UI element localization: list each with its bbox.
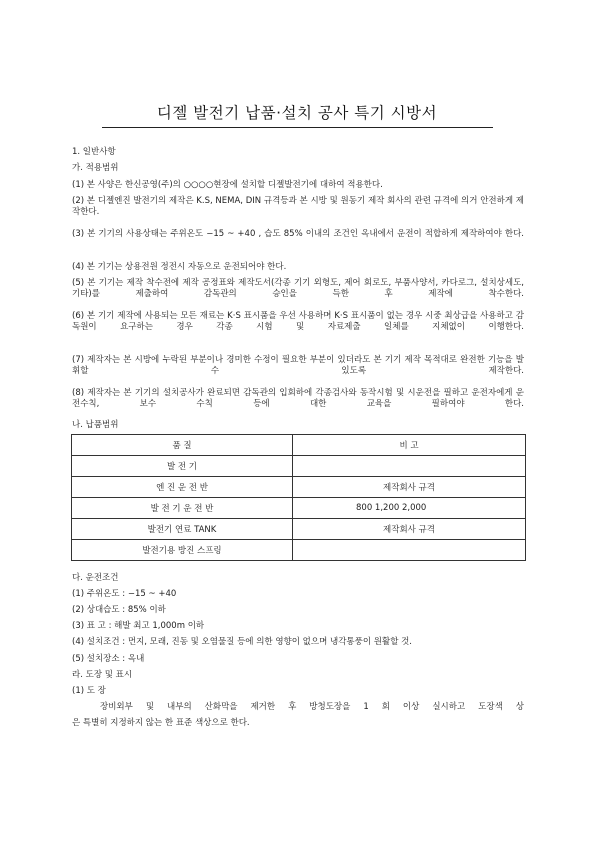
painting-text-line-2: 은 특별히 지정하지 않는 한 표준 색상으로 한다. <box>72 718 250 728</box>
table-cell-item: 발 전 기 운 전 반 <box>72 498 293 519</box>
scope-item-1: (1) 본 사양은 한신공영(주)의 ○○○○현장에 설치할 디젤발전기에 대하여 적용한다. <box>72 180 383 190</box>
table-header-cell: 비 고 <box>293 435 526 456</box>
delivery-scope-table <box>71 434 526 561</box>
document-title: 디젤 발전기 납품·설치 공사 특기 시방서 <box>156 104 438 122</box>
table-row <box>72 456 526 477</box>
scope-item-2: (2) 본 디젤엔진 발전기의 제작은 K.S, NEMA, DIN 규격등과 본 시방 및 원동기 제작 회사의 관련 규격에 의거 안전하게 제작한다. <box>72 196 524 217</box>
table-header-cell: 품 질 <box>72 435 293 456</box>
table-row <box>72 540 526 561</box>
table-cell-remark <box>293 456 526 477</box>
table-cell-remark <box>293 540 526 561</box>
scope-item-6: (6) 본 기기 제작에 사용되는 모든 재료는 K·S 표시품을 우선 사용하며 K·S 표시품이 없는 경우 시중 최상급을 사용하고 감독원이 요구하는 경우 각종 시험 및 자료제출 일체를 지체없이 이행한다. <box>72 311 524 332</box>
subsection-delivery: 나. 납품범위 <box>72 420 119 430</box>
table-row <box>72 477 526 498</box>
painting-item: (1) 도 장 <box>72 686 106 696</box>
table-cell-item: 발 전 기 <box>72 456 293 477</box>
table-cell-item: 엔 진 운 전 반 <box>72 477 293 498</box>
section-heading: 1. 일반사항 <box>72 147 116 157</box>
scope-item-5: (5) 본 기기는 제작 착수전에 제작 공정표와 제작도서(각종 기기 외형도, 제어 회로도, 부품사양서, 카다로그, 설치상세도, 기타)를 제출하여 감독관의 승인을 득한 후 제작에 착수한다. <box>72 278 524 299</box>
subsection-scope: 가. 적용범위 <box>72 163 119 173</box>
condition-temperature: (1) 주위온도 : −15 ~ +40 <box>72 589 177 599</box>
subsection-operating-conditions: 다. 운전조건 <box>72 573 119 583</box>
table-cell-remark: 제작회사 규격 <box>293 477 526 498</box>
condition-altitude: (3) 표 고 : 해발 최고 1,000m 이하 <box>72 621 205 631</box>
scope-item-3: (3) 본 기기의 사용상태는 주위온도 −15 ~ +40 , 습도 85% 이내의 조건인 옥내에서 운전이 적합하게 제작하여야 한다. <box>72 229 524 239</box>
table-cell-remark: 800 1,200 2,000 <box>293 498 526 519</box>
table-row <box>72 498 526 519</box>
scope-item-8: (8) 제작자는 본 기기의 설치공사가 완료되면 감독관의 입회하에 각종검사와 동작시험 및 시운전을 필하고 운전자에게 운전수칙, 보수 수칙 등에 대한 교육을 필하여야 한다. <box>72 388 524 409</box>
table-cell-remark: 제작회사 규격 <box>293 519 526 540</box>
condition-humidity: (2) 상대습도 : 85% 이하 <box>72 605 166 615</box>
table-cell-item: 발전기용 방진 스프링 <box>72 540 293 561</box>
table-cell-item: 발전기 연료 TANK <box>72 519 293 540</box>
title-underline <box>102 127 493 128</box>
scope-item-7: (7) 제작자는 본 시방에 누락된 부분이나 경미한 수정이 필요한 부분이 있더라도 본 기기 제작 목적대로 완전한 기능을 발휘할 수 있도록 제작한다. <box>72 355 524 376</box>
subsection-painting: 라. 도장 및 표시 <box>72 670 133 680</box>
scope-item-4: (4) 본 기기는 상용전원 정전시 자동으로 운전되어야 한다. <box>72 262 287 272</box>
condition-installation: (4) 설치조건 : 먼지, 모래, 진동 및 오염물질 등에 의한 영향이 없으며 냉각통풍이 원활할 것. <box>72 637 413 647</box>
condition-location: (5) 설치장소 : 옥내 <box>72 654 145 664</box>
table-header-row <box>72 435 526 456</box>
painting-text-line-1: 장비외부 및 내부의 산화막을 제거한 후 방청도장을 1 회 이상 실시하고 도장색 상 <box>100 702 524 712</box>
table-row <box>72 519 526 540</box>
